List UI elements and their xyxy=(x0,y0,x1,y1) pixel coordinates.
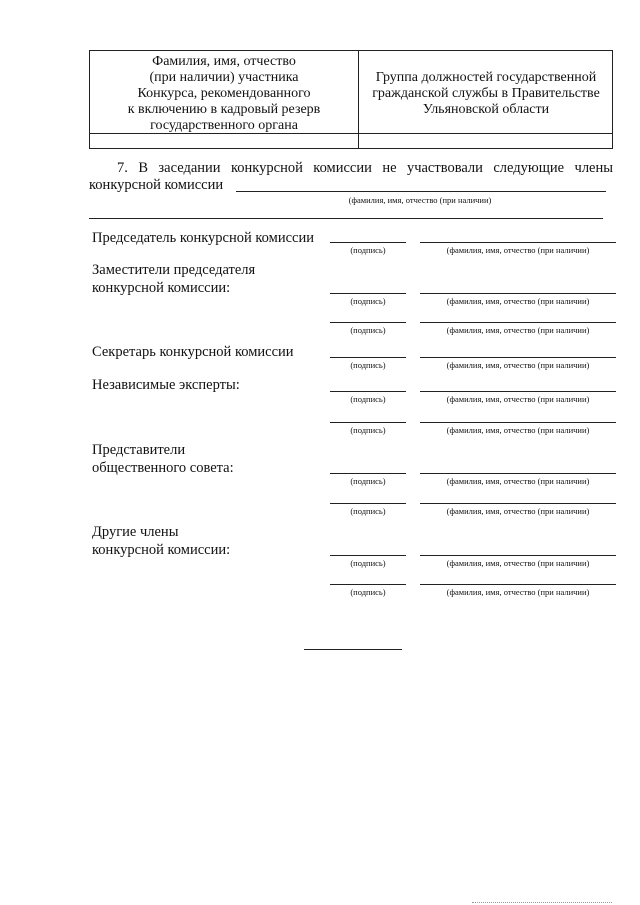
name-line xyxy=(420,473,616,474)
role-chairman: Председатель конкурсной комиссии xyxy=(92,230,314,246)
signature-caption: (подпись) xyxy=(350,587,386,597)
name-line xyxy=(420,555,616,556)
item7-line2: конкурсной комиссии xyxy=(89,177,224,193)
name-line xyxy=(420,322,616,323)
role-deputies: Заместители председателя конкурсной комиссии: xyxy=(92,262,256,296)
signature-caption: (подпись) xyxy=(350,506,386,516)
role-public-council: Представители общественного совета: xyxy=(92,442,234,476)
signature-line xyxy=(330,322,406,323)
name-line xyxy=(420,503,616,504)
name-caption: (фамилия, имя, отчество (при наличии) xyxy=(446,394,590,404)
signature-line xyxy=(330,391,406,392)
signature-line xyxy=(330,357,406,358)
name-line xyxy=(420,293,616,294)
signature-line xyxy=(330,422,406,423)
signature-caption: (подпись) xyxy=(350,476,386,486)
role-secretary: Секретарь конкурсной комиссии xyxy=(92,344,294,360)
signature-line xyxy=(330,293,406,294)
signature-caption: (подпись) xyxy=(350,296,386,306)
name-line xyxy=(420,242,616,243)
name-line xyxy=(420,422,616,423)
signature-line xyxy=(330,242,406,243)
item7-caption: (фамилия, имя, отчество (при наличии) xyxy=(348,195,492,205)
item7-second-line xyxy=(89,218,603,219)
table-header-position-group: Группа должностей государственной гражданской службы в Правительстве Ульяновской области xyxy=(372,70,600,117)
name-caption: (фамилия, имя, отчество (при наличии) xyxy=(446,506,590,516)
name-caption: (фамилия, имя, отчество (при наличии) xyxy=(446,425,590,435)
item7-line1: 7. В заседании конкурсной комиссии не участвовали следующие члены xyxy=(117,160,613,176)
table-header-candidate-name: Фамилия, имя, отчество (при наличии) участника Конкурса, рекомендованного к включению в кадровый резерв государственного органа xyxy=(127,54,321,133)
document-end-rule xyxy=(304,649,402,650)
signature-caption: (подпись) xyxy=(350,558,386,568)
signature-caption: (подпись) xyxy=(350,425,386,435)
role-other-members: Другие члены конкурсной комиссии: xyxy=(92,524,231,558)
name-caption: (фамилия, имя, отчество (при наличии) xyxy=(446,558,590,568)
signature-caption: (подпись) xyxy=(350,394,386,404)
name-caption: (фамилия, имя, отчество (при наличии) xyxy=(446,325,590,335)
name-line xyxy=(420,584,616,585)
name-caption: (фамилия, имя, отчество (при наличии) xyxy=(446,587,590,597)
role-independent-experts: Независимые эксперты: xyxy=(92,377,240,393)
scan-edge-artifact xyxy=(472,902,612,903)
name-caption: (фамилия, имя, отчество (при наличии) xyxy=(446,245,590,255)
signature-line xyxy=(330,503,406,504)
name-caption: (фамилия, имя, отчество (при наличии) xyxy=(446,360,590,370)
name-line xyxy=(420,391,616,392)
signature-line xyxy=(330,473,406,474)
name-caption: (фамилия, имя, отчество (при наличии) xyxy=(446,296,590,306)
signature-caption: (подпись) xyxy=(350,360,386,370)
candidates-table xyxy=(89,50,613,149)
signature-caption: (подпись) xyxy=(350,245,386,255)
item7-fill-line xyxy=(236,191,606,192)
signature-line xyxy=(330,584,406,585)
signature-caption: (подпись) xyxy=(350,325,386,335)
name-caption: (фамилия, имя, отчество (при наличии) xyxy=(446,476,590,486)
signature-line xyxy=(330,555,406,556)
name-line xyxy=(420,357,616,358)
